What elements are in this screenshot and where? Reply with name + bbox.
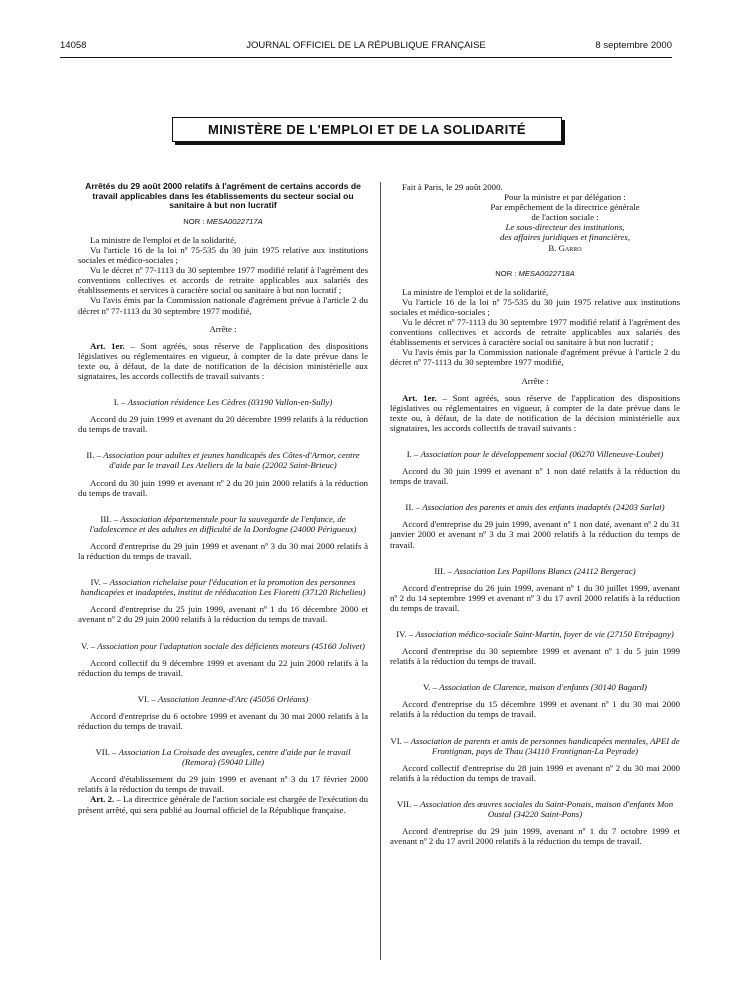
section-heading: I. – Association pour le développement social (06270 Villeneuve-Loubet) bbox=[406, 448, 664, 459]
section-heading: III. – Association Les Papillons Blancs (24112 Bergerac) bbox=[434, 565, 636, 576]
preamble-line: Vu le décret nº 77-1113 du 30 septembre 1977 modifié relatif à l'agrément des conventions collectives et accords de retraite applicables aux salariés des établissements et services à caractère social ou sanitaire à but non lucratif ; bbox=[390, 317, 680, 348]
article-1 bbox=[78, 341, 368, 381]
section-heading: II. – Association pour adultes et jeunes handicapés des Côtes-d'Armor, centre d'aide par le travail Les Ateliers de la baie (22002 Saint-Brieuc) bbox=[86, 450, 360, 471]
right-column bbox=[390, 182, 680, 846]
signature-line: Pour la ministre et par délégation : bbox=[504, 192, 626, 203]
article-text: – Sont agréés, sous réserve de l'application des dispositions législatives ou réglementaires en vigueur, à compter de la date prévue dans le texte ou, à défaut, de la date de notification de la décision ministérielle aux signataires, les accords collectifs de travail suivants : bbox=[78, 340, 368, 381]
section-heading: VI. – Association Jeanne-d'Arc (45056 Orléans) bbox=[137, 693, 309, 704]
article-1 bbox=[390, 393, 680, 433]
section-text: Accord du 30 juin 1999 et avenant nº 1 non daté relatifs à la réduction du temps de travail. bbox=[390, 466, 680, 487]
signature-line: de l'action sociale : bbox=[531, 212, 599, 223]
section-text: Accord d'entreprise du 6 octobre 1999 et avenant du 30 mai 2000 relatifs à la réduction du temps de travail. bbox=[78, 710, 368, 731]
section-heading: VI. – Association de parents et amis de personnes handicapées mentales, APEI de Frontignan, pays de Thau (34110 Frontignan-La Peyrade) bbox=[390, 735, 680, 756]
preamble-line: La ministre de l'emploi et de la solidarité, bbox=[402, 286, 549, 297]
section-text: Accord d'entreprise du 29 juin 1999 et avenant nº 3 du 30 mai 2000 relatifs à la réduction du temps de travail. bbox=[78, 540, 368, 562]
section-heading: III. – Association départementale pour la sauvegarde de l'enfance, de l'adolescence et des adultes en difficulté de la Dordogne (24000 Périgueux) bbox=[89, 513, 357, 534]
signature-line: des affaires juridiques et financières, bbox=[499, 232, 631, 243]
preamble-line: Vu le décret nº 77-1113 du 30 septembre 1977 modifié relatif à l'agrément des conventions collectives et accords de retraite applicables aux salariés des établissements et services à caractère social ou sanitaire à but non lucratif ; bbox=[78, 265, 368, 296]
section-heading: I. – Association résidence Les Cèdres (03190 Vallon-en-Sully) bbox=[113, 397, 333, 408]
section-text: Accord collectif d'entreprise du 28 juin 1999 et avenant nº 2 du 30 mai 2000 relatifs à la réduction du temps de travail. bbox=[390, 762, 680, 783]
section-heading: IV. – Association richelaise pour l'éducation et la promotion des personnes handicapées et inadaptées, institut de rééducation Les Fioretti (37120 Richelieu) bbox=[80, 577, 366, 598]
signature-line: Le sous-directeur des institutions, bbox=[505, 222, 625, 233]
section-heading: IV. – Association médico-sociale Saint-Martin, foyer de vie (27150 Etrépagny) bbox=[396, 629, 674, 639]
article-label: Art. 2. bbox=[90, 794, 115, 805]
header-rule bbox=[60, 57, 672, 58]
nor-label: NOR : bbox=[183, 216, 205, 226]
section-text: Accord du 30 juin 1999 et avenant nº 2 du 20 juin 2000 relatifs à la réduction du temps de travail. bbox=[78, 477, 368, 498]
arrete-label: Arrête : bbox=[209, 323, 237, 334]
publication-date: 8 septembre 2000 bbox=[595, 40, 672, 51]
arrete-label: Arrête : bbox=[521, 375, 549, 386]
section-heading: V. – Association pour l'adaptation sociale des déficients moteurs (45160 Jolivet) bbox=[81, 640, 365, 651]
preamble-line: Vu l'avis émis par la Commission nationale d'agrément prévue à l'article 2 du décret nº 77-1113 du 30 septembre 1977 modifié, bbox=[78, 295, 368, 316]
section-text: Accord d'entreprise du 26 juin 1999, avenant nº 1 du 30 juillet 1999, avenant nº 2 du 14 septembre 1999 et avenant nº 3 du 17 avril 2000 relatifs à la réduction du temps de travail. bbox=[390, 582, 680, 613]
nor-label: NOR : bbox=[495, 268, 517, 278]
section-heading: V. – Association de Clarence, maison d'enfants (30140 Bagard) bbox=[423, 682, 647, 693]
section-heading: VII. – Association La Croisade des aveugles, centre d'aide par le travail (Remora) (59040 Lille) bbox=[95, 747, 351, 768]
section-heading: VII. – Association des œuvres sociales du Saint-Ponais, maison d'enfants Mon Oustal (34220 Saint-Pons) bbox=[396, 798, 674, 820]
section-text: Accord du 29 juin 1999 et avenant du 20 décembre 1999 relatifs à la réduction du temps de travail. bbox=[78, 414, 368, 435]
page-number: 14058 bbox=[60, 40, 87, 51]
left-column bbox=[78, 182, 368, 815]
journal-title: JOURNAL OFFICIEL DE LA RÉPUBLIQUE FRANÇAISE bbox=[246, 40, 486, 51]
nor-code: MESA0022718A bbox=[518, 268, 575, 278]
nor-reference bbox=[390, 269, 680, 279]
preamble-line: La ministre de l'emploi et de la solidarité, bbox=[90, 234, 237, 245]
section-text: Accord d'entreprise du 30 septembre 1999 et avenant nº 1 du 5 juin 1999 relatifs à la réduction du temps de travail. bbox=[390, 646, 680, 667]
article-label: Art. 1er. bbox=[90, 340, 125, 351]
signature-block bbox=[450, 192, 680, 253]
preamble-line: Vu l'article 16 de la loi nº 75-535 du 30 juin 1975 relative aux institutions sociales et médico-sociales ; bbox=[390, 296, 680, 317]
arrete-title: Arrêtés du 29 août 2000 relatifs à l'agrément de certains accords de travail applicables dans les établissements du secteur social ou sanitaire à but non lucratif bbox=[85, 181, 361, 211]
signatory-name: B. Garro bbox=[548, 242, 582, 253]
article-label: Art. 1er. bbox=[402, 392, 437, 403]
section-text: Accord d'entreprise du 15 décembre 1999 et avenant nº 1 du 30 mai 2000 relatifs à la réduction du temps de travail. bbox=[390, 699, 680, 720]
column-divider bbox=[380, 182, 381, 960]
article-text: – La directrice générale de l'action sociale est chargée de l'exécution du présent arrêté, qui sera publié au Journal officiel de la République française. bbox=[78, 794, 368, 815]
section-text: Accord d'entreprise du 29 juin 1999, avenant nº 1 du 7 octobre 1999 et avenant nº 2 du 17 avril 2000 relatifs à la réduction du temps de travail. bbox=[390, 826, 680, 847]
preamble-line: Vu l'article 16 de la loi nº 75-535 du 30 juin 1975 relative aux institutions sociales et médico-sociales ; bbox=[78, 244, 368, 266]
signature-line: Par empêchement de la directrice générale bbox=[490, 202, 640, 213]
nor-reference bbox=[78, 217, 368, 227]
section-text: Accord d'entreprise du 29 juin 1999, avenant nº 1 non daté, avenant nº 2 du 31 janvier 2000 et avenant nº 3 du 3 mai 2000 relatifs à la réduction du temps de travail. bbox=[390, 519, 680, 550]
section-heading: II. – Association des parents et amis des enfants inadaptés (24203 Sarlat) bbox=[405, 502, 665, 513]
article-text: – Sont agréés, sous réserve de l'application des dispositions législatives ou réglementaires en vigueur, à compter de la date prévue dans le texte ou, à défaut, de la date de notification de la décision ministérielle aux signataires, les accords collectifs de travail suivants : bbox=[390, 392, 680, 433]
nor-code: MESA0022717A bbox=[206, 216, 263, 226]
preamble-line: Vu l'avis émis par la Commission nationale d'agrément prévue à l'article 2 du décret nº 77-1113 du 30 septembre 1977 modifié, bbox=[390, 347, 680, 368]
section-text: Accord collectif du 9 décembre 1999 et avenant du 22 juin 2000 relatifs à la réduction du temps de travail. bbox=[78, 657, 368, 678]
ministry-heading: MINISTÈRE DE L'EMPLOI ET DE LA SOLIDARITÉ bbox=[172, 117, 562, 142]
signoff-line: Fait à Paris, le 29 août 2000. bbox=[402, 182, 503, 192]
section-text: Accord d'établissement du 29 juin 1999 et avenant nº 3 du 17 février 2000 relatifs à la réduction du temps de travail. bbox=[78, 774, 368, 795]
section-text: Accord d'entreprise du 25 juin 1999, avenant nº 1 du 16 décembre 2000 et avenant nº 2 du 29 juin 2000 relatifs à la réduction du temps de travail. bbox=[78, 604, 368, 625]
article-2 bbox=[78, 794, 368, 814]
page-header bbox=[60, 40, 672, 56]
